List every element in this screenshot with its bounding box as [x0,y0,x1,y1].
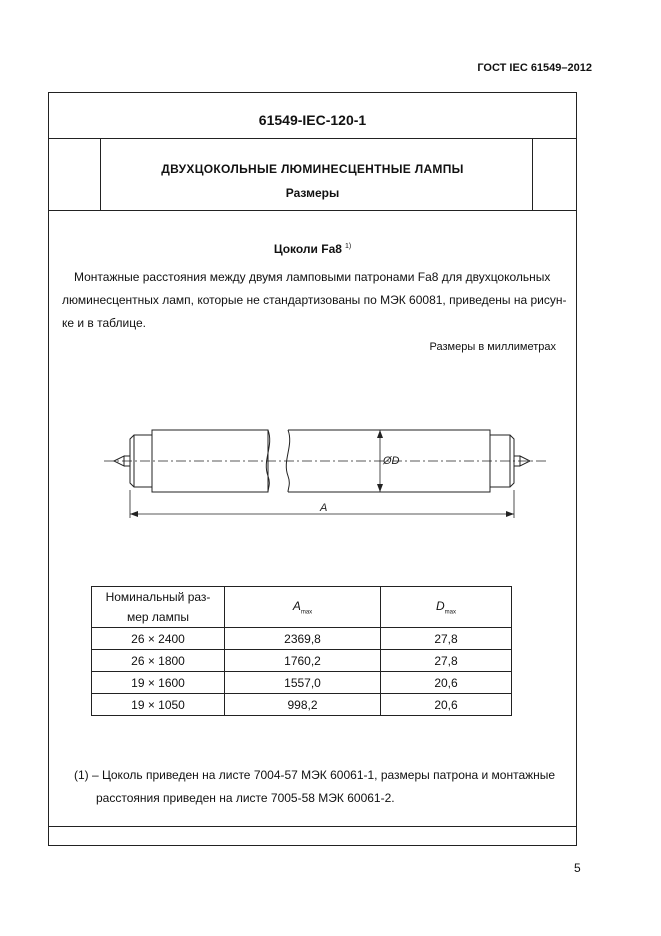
table-row [92,650,512,672]
footnote-line-2: расстояния приведен на листе 7005-58 МЭК 60061-2. [96,791,395,805]
header-d-max [381,587,512,628]
cell-size: 19 × 1050 [92,694,225,716]
cell-size: 19 × 1600 [92,672,225,694]
cell-a-max: 2369,8 [225,628,381,650]
d-symbol: D [435,598,445,613]
cell-size: 26 × 2400 [92,628,225,650]
section-title [48,242,577,256]
cell-d-max: 27,8 [381,628,512,650]
header-a-max [225,587,381,628]
header-nominal-size-line1: Номинальный раз- [105,590,211,604]
document-title: ДВУХЦОКОЛЬНЫЕ ЛЮМИНЕСЦЕНТНЫЕ ЛАМПЫ [161,162,464,176]
frame-divider-title [48,210,577,211]
cell-size: 26 × 1800 [92,650,225,672]
body-line-2: люминесцентных ламп, которые не стандартизованы по МЭК 60081, приведены на рисун- [62,293,567,307]
cell-a-max: 998,2 [225,694,381,716]
table-row [92,672,512,694]
d-subscript: max [444,609,456,616]
body-line-3: ке и в таблице. [62,316,146,330]
table-header-row [92,587,512,628]
header-nominal-size [92,587,225,628]
cell-a-max: 1760,2 [225,650,381,672]
frame-divider-top [48,138,577,139]
standard-header: ГОСТ IEC 61549–2012 [477,62,592,74]
diameter-label: ØD [383,455,400,467]
footnote-line-1: (1) – Цоколь приведен на листе 7004-57 МЭК 60061-1, размеры патрона и монтажные [74,768,556,782]
document-subtitle: Размеры [285,186,340,200]
cell-a-max: 1557,0 [225,672,381,694]
section-title-text: Цоколи Fa8 [273,242,342,256]
cell-d-max: 20,6 [381,694,512,716]
a-symbol: A [292,598,301,613]
footnote [74,764,584,810]
page-number: 5 [574,861,581,875]
body-paragraph [62,266,574,335]
header-nominal-size-line2: мер лампы [127,610,189,624]
cell-d-max: 20,6 [381,672,512,694]
length-label: A [320,502,328,514]
body-line-1: Монтажные расстояния между двумя ламповыми патронами Fa8 для двухцокольных [74,270,551,284]
frame-divider-bottom [48,826,577,827]
table-row [92,628,512,650]
dimensions-table [91,586,512,716]
a-subscript: max [300,609,313,616]
cell-d-max: 27,8 [381,650,512,672]
units-note: Размеры в миллиметрах [429,341,556,353]
table-row [92,694,512,716]
sheet-number: 61549-IEC-120-1 [258,112,367,128]
lamp-drawing [100,420,550,530]
footnote-ref: 1) [344,243,352,250]
